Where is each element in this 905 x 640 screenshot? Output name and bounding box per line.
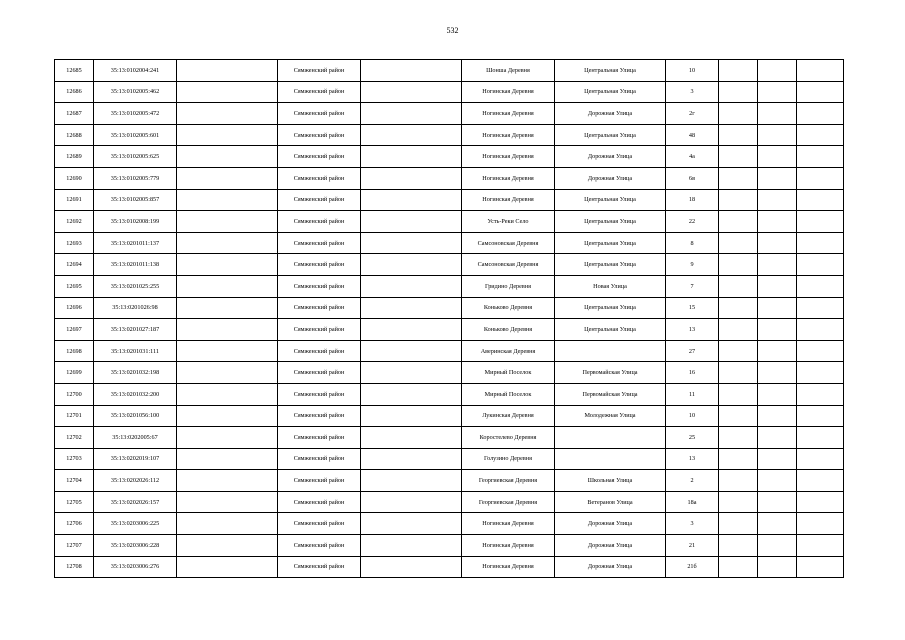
empty-cell xyxy=(758,448,797,470)
empty-cell xyxy=(797,81,844,103)
street-cell: Ветеранов Улица xyxy=(555,491,666,513)
empty-cell xyxy=(361,124,462,146)
settlement-cell: Ногинская Деревня xyxy=(462,556,555,578)
empty-cell xyxy=(719,146,758,168)
cadastral-number-cell: 35:13:0203006:228 xyxy=(94,535,177,557)
empty-cell xyxy=(797,513,844,535)
empty-cell xyxy=(797,167,844,189)
row-number-cell: 12698 xyxy=(55,340,94,362)
street-cell: Дорожная Улица xyxy=(555,103,666,125)
district-cell: Сямженский район xyxy=(278,297,361,319)
table-row xyxy=(55,383,844,405)
empty-cell xyxy=(361,319,462,341)
row-number-cell: 12708 xyxy=(55,556,94,578)
cadastral-number-cell: 35:13:0202026:157 xyxy=(94,491,177,513)
table-row xyxy=(55,556,844,578)
empty-cell xyxy=(797,189,844,211)
cadastral-number-cell: 35:13:0102004:241 xyxy=(94,60,177,82)
street-cell: Первомайская Улица xyxy=(555,362,666,384)
street-cell: Дорожная Улица xyxy=(555,513,666,535)
empty-cell xyxy=(797,60,844,82)
house-number-cell: 4а xyxy=(666,146,719,168)
district-cell: Сямженский район xyxy=(278,319,361,341)
district-cell: Сямженский район xyxy=(278,124,361,146)
empty-cell xyxy=(719,167,758,189)
empty-cell xyxy=(797,297,844,319)
empty-cell xyxy=(797,211,844,233)
empty-cell xyxy=(797,405,844,427)
table-row xyxy=(55,81,844,103)
settlement-cell: Гридино Деревня xyxy=(462,275,555,297)
settlement-cell: Мирный Поселок xyxy=(462,383,555,405)
district-cell: Сямженский район xyxy=(278,189,361,211)
empty-cell xyxy=(177,405,278,427)
settlement-cell: Самсоновская Деревня xyxy=(462,232,555,254)
street-cell: Центральная Улица xyxy=(555,211,666,233)
empty-cell xyxy=(177,103,278,125)
empty-cell xyxy=(719,103,758,125)
cadastral-number-cell: 35:13:0102008:199 xyxy=(94,211,177,233)
row-number-cell: 12689 xyxy=(55,146,94,168)
empty-cell xyxy=(361,81,462,103)
empty-cell xyxy=(797,103,844,125)
district-cell: Сямженский район xyxy=(278,146,361,168)
table-row xyxy=(55,513,844,535)
street-cell: Дорожная Улица xyxy=(555,535,666,557)
empty-cell xyxy=(361,427,462,449)
empty-cell xyxy=(719,513,758,535)
empty-cell xyxy=(177,448,278,470)
empty-cell xyxy=(177,470,278,492)
cadastral-number-cell: 35:13:0201032:200 xyxy=(94,383,177,405)
house-number-cell: 3 xyxy=(666,513,719,535)
street-cell xyxy=(555,340,666,362)
table-row xyxy=(55,232,844,254)
table-row xyxy=(55,427,844,449)
district-cell: Сямженский район xyxy=(278,448,361,470)
district-cell: Сямженский район xyxy=(278,103,361,125)
cadastral-number-cell: 35:13:0201011:137 xyxy=(94,232,177,254)
empty-cell xyxy=(361,254,462,276)
house-number-cell: 15 xyxy=(666,297,719,319)
cadastral-number-cell: 35:13:0202026:112 xyxy=(94,470,177,492)
house-number-cell: 13 xyxy=(666,448,719,470)
house-number-cell: 11 xyxy=(666,383,719,405)
settlement-cell: Георгиевская Деревня xyxy=(462,470,555,492)
table-row xyxy=(55,405,844,427)
empty-cell xyxy=(797,146,844,168)
house-number-cell: 2 xyxy=(666,470,719,492)
cadastral-number-cell: 35:13:0201032:198 xyxy=(94,362,177,384)
settlement-cell: Ногинская Деревня xyxy=(462,124,555,146)
street-cell: Молодежная Улица xyxy=(555,405,666,427)
settlement-cell: Ногинская Деревня xyxy=(462,103,555,125)
empty-cell xyxy=(361,189,462,211)
settlement-cell: Усть-Реки Село xyxy=(462,211,555,233)
street-cell: Дорожная Улица xyxy=(555,556,666,578)
empty-cell xyxy=(719,362,758,384)
empty-cell xyxy=(758,275,797,297)
cadastral-number-cell: 35:13:0102005:472 xyxy=(94,103,177,125)
empty-cell xyxy=(719,189,758,211)
settlement-cell: Лукинская Деревня xyxy=(462,405,555,427)
cadastral-number-cell: 35:13:0201056:100 xyxy=(94,405,177,427)
cadastral-number-cell: 35:13:0102005:462 xyxy=(94,81,177,103)
house-number-cell: 8 xyxy=(666,232,719,254)
district-cell: Сямженский район xyxy=(278,167,361,189)
district-cell: Сямженский район xyxy=(278,470,361,492)
table-row xyxy=(55,146,844,168)
empty-cell xyxy=(177,211,278,233)
settlement-cell: Ногинская Деревня xyxy=(462,146,555,168)
empty-cell xyxy=(361,535,462,557)
empty-cell xyxy=(797,254,844,276)
empty-cell xyxy=(797,491,844,513)
street-cell: Дорожная Улица xyxy=(555,167,666,189)
empty-cell xyxy=(758,427,797,449)
empty-cell xyxy=(177,297,278,319)
house-number-cell: 10 xyxy=(666,60,719,82)
empty-cell xyxy=(719,556,758,578)
empty-cell xyxy=(361,232,462,254)
house-number-cell: 25 xyxy=(666,427,719,449)
empty-cell xyxy=(177,167,278,189)
row-number-cell: 12704 xyxy=(55,470,94,492)
empty-cell xyxy=(758,189,797,211)
empty-cell xyxy=(758,211,797,233)
row-number-cell: 12703 xyxy=(55,448,94,470)
district-cell: Сямженский район xyxy=(278,427,361,449)
empty-cell xyxy=(177,81,278,103)
district-cell: Сямженский район xyxy=(278,60,361,82)
empty-cell xyxy=(177,362,278,384)
table-row xyxy=(55,275,844,297)
cadastral-number-cell: 35:13:0102005:601 xyxy=(94,124,177,146)
empty-cell xyxy=(758,535,797,557)
empty-cell xyxy=(177,319,278,341)
street-cell xyxy=(555,448,666,470)
empty-cell xyxy=(361,556,462,578)
settlement-cell: Георгиевская Деревня xyxy=(462,491,555,513)
empty-cell xyxy=(719,405,758,427)
row-number-cell: 12701 xyxy=(55,405,94,427)
house-number-cell: 27 xyxy=(666,340,719,362)
settlement-cell: Мирный Поселок xyxy=(462,362,555,384)
empty-cell xyxy=(719,535,758,557)
empty-cell xyxy=(797,340,844,362)
empty-cell xyxy=(758,513,797,535)
row-number-cell: 12693 xyxy=(55,232,94,254)
house-number-cell: 3 xyxy=(666,81,719,103)
row-number-cell: 12686 xyxy=(55,81,94,103)
house-number-cell: 7 xyxy=(666,275,719,297)
house-number-cell: 21 xyxy=(666,535,719,557)
row-number-cell: 12685 xyxy=(55,60,94,82)
cadastral-number-cell: 35:13:0201026:98 xyxy=(94,297,177,319)
empty-cell xyxy=(719,470,758,492)
empty-cell xyxy=(797,535,844,557)
cadastral-number-cell: 35:13:0201011:138 xyxy=(94,254,177,276)
cadastral-number-cell: 35:13:0102005:779 xyxy=(94,167,177,189)
empty-cell xyxy=(361,297,462,319)
empty-cell xyxy=(719,383,758,405)
house-number-cell: 48 xyxy=(666,124,719,146)
row-number-cell: 12695 xyxy=(55,275,94,297)
table-row xyxy=(55,340,844,362)
empty-cell xyxy=(361,491,462,513)
empty-cell xyxy=(797,124,844,146)
row-number-cell: 12687 xyxy=(55,103,94,125)
empty-cell xyxy=(361,146,462,168)
empty-cell xyxy=(177,427,278,449)
house-number-cell: 16 xyxy=(666,362,719,384)
empty-cell xyxy=(361,470,462,492)
empty-cell xyxy=(361,167,462,189)
row-number-cell: 12700 xyxy=(55,383,94,405)
cadastral-number-cell: 35:13:0203006:225 xyxy=(94,513,177,535)
empty-cell xyxy=(361,340,462,362)
property-register-table xyxy=(54,59,844,578)
empty-cell xyxy=(177,232,278,254)
table-row xyxy=(55,103,844,125)
table-row xyxy=(55,297,844,319)
table-row xyxy=(55,448,844,470)
empty-cell xyxy=(797,448,844,470)
house-number-cell: 6в xyxy=(666,167,719,189)
district-cell: Сямженский район xyxy=(278,275,361,297)
empty-cell xyxy=(361,362,462,384)
empty-cell xyxy=(361,211,462,233)
empty-cell xyxy=(361,103,462,125)
district-cell: Сямженский район xyxy=(278,405,361,427)
district-cell: Сямженский район xyxy=(278,383,361,405)
district-cell: Сямженский район xyxy=(278,340,361,362)
row-number-cell: 12692 xyxy=(55,211,94,233)
house-number-cell: 21б xyxy=(666,556,719,578)
empty-cell xyxy=(758,60,797,82)
empty-cell xyxy=(177,340,278,362)
table-row xyxy=(55,491,844,513)
settlement-cell: Ногинская Деревня xyxy=(462,189,555,211)
empty-cell xyxy=(177,535,278,557)
district-cell: Сямженский район xyxy=(278,556,361,578)
empty-cell xyxy=(177,556,278,578)
empty-cell xyxy=(177,254,278,276)
empty-cell xyxy=(758,167,797,189)
street-cell: Центральная Улица xyxy=(555,189,666,211)
house-number-cell: 22 xyxy=(666,211,719,233)
empty-cell xyxy=(719,297,758,319)
row-number-cell: 12707 xyxy=(55,535,94,557)
district-cell: Сямженский район xyxy=(278,232,361,254)
settlement-cell: Ногинская Деревня xyxy=(462,81,555,103)
empty-cell xyxy=(177,491,278,513)
empty-cell xyxy=(177,513,278,535)
row-number-cell: 12696 xyxy=(55,297,94,319)
row-number-cell: 12690 xyxy=(55,167,94,189)
cadastral-number-cell: 35:13:0201027:187 xyxy=(94,319,177,341)
settlement-cell: Шонша Деревня xyxy=(462,60,555,82)
empty-cell xyxy=(758,297,797,319)
district-cell: Сямженский район xyxy=(278,513,361,535)
empty-cell xyxy=(797,383,844,405)
settlement-cell: Ногинская Деревня xyxy=(462,167,555,189)
empty-cell xyxy=(719,81,758,103)
settlement-cell: Ногинская Деревня xyxy=(462,513,555,535)
empty-cell xyxy=(758,556,797,578)
empty-cell xyxy=(758,470,797,492)
row-number-cell: 12697 xyxy=(55,319,94,341)
table-row xyxy=(55,60,844,82)
empty-cell xyxy=(758,103,797,125)
empty-cell xyxy=(758,405,797,427)
empty-cell xyxy=(758,340,797,362)
empty-cell xyxy=(797,232,844,254)
street-cell: Центральная Улица xyxy=(555,81,666,103)
empty-cell xyxy=(758,146,797,168)
settlement-cell: Самсоновская Деревня xyxy=(462,254,555,276)
empty-cell xyxy=(719,60,758,82)
street-cell xyxy=(555,427,666,449)
cadastral-number-cell: 35:13:0202005:67 xyxy=(94,427,177,449)
row-number-cell: 12691 xyxy=(55,189,94,211)
empty-cell xyxy=(719,254,758,276)
settlement-cell: Голузино Деревня xyxy=(462,448,555,470)
table-row xyxy=(55,167,844,189)
empty-cell xyxy=(719,211,758,233)
table-row xyxy=(55,470,844,492)
table-row xyxy=(55,189,844,211)
cadastral-number-cell: 35:13:0201025:255 xyxy=(94,275,177,297)
district-cell: Сямженский район xyxy=(278,362,361,384)
empty-cell xyxy=(797,470,844,492)
empty-cell xyxy=(758,232,797,254)
house-number-cell: 13 xyxy=(666,319,719,341)
empty-cell xyxy=(719,124,758,146)
settlement-cell: Коростелево Деревня xyxy=(462,427,555,449)
empty-cell xyxy=(719,448,758,470)
empty-cell xyxy=(177,146,278,168)
district-cell: Сямженский район xyxy=(278,254,361,276)
page-number: 532 xyxy=(446,26,459,35)
empty-cell xyxy=(797,362,844,384)
house-number-cell: 10 xyxy=(666,405,719,427)
street-cell: Центральная Улица xyxy=(555,254,666,276)
empty-cell xyxy=(758,362,797,384)
street-cell: Дорожная Улица xyxy=(555,146,666,168)
empty-cell xyxy=(361,275,462,297)
row-number-cell: 12702 xyxy=(55,427,94,449)
street-cell: Центральная Улица xyxy=(555,124,666,146)
street-cell: Центральная Улица xyxy=(555,297,666,319)
table-row xyxy=(55,319,844,341)
empty-cell xyxy=(758,81,797,103)
street-cell: Центральная Улица xyxy=(555,232,666,254)
table-body xyxy=(55,60,844,578)
house-number-cell: 18 xyxy=(666,189,719,211)
settlement-cell: Коньково Деревня xyxy=(462,319,555,341)
empty-cell xyxy=(758,124,797,146)
empty-cell xyxy=(719,491,758,513)
street-cell: Центральная Улица xyxy=(555,319,666,341)
row-number-cell: 12706 xyxy=(55,513,94,535)
empty-cell xyxy=(361,383,462,405)
empty-cell xyxy=(758,319,797,341)
row-number-cell: 12699 xyxy=(55,362,94,384)
settlement-cell: Коньково Деревня xyxy=(462,297,555,319)
empty-cell xyxy=(797,556,844,578)
street-cell: Новая Улица xyxy=(555,275,666,297)
empty-cell xyxy=(719,340,758,362)
empty-cell xyxy=(361,448,462,470)
empty-cell xyxy=(758,254,797,276)
empty-cell xyxy=(177,124,278,146)
table-row xyxy=(55,211,844,233)
empty-cell xyxy=(361,405,462,427)
empty-cell xyxy=(758,383,797,405)
row-number-cell: 12694 xyxy=(55,254,94,276)
cadastral-number-cell: 35:13:0102005:857 xyxy=(94,189,177,211)
street-cell: Центральная Улица xyxy=(555,60,666,82)
street-cell: Школьная Улица xyxy=(555,470,666,492)
empty-cell xyxy=(361,60,462,82)
district-cell: Сямженский район xyxy=(278,81,361,103)
settlement-cell: Аверинская Деревня xyxy=(462,340,555,362)
empty-cell xyxy=(758,491,797,513)
table-row xyxy=(55,124,844,146)
empty-cell xyxy=(719,427,758,449)
house-number-cell: 18а xyxy=(666,491,719,513)
empty-cell xyxy=(361,513,462,535)
empty-cell xyxy=(177,60,278,82)
cadastral-number-cell: 35:13:0102005:625 xyxy=(94,146,177,168)
cadastral-number-cell: 35:13:0202019:107 xyxy=(94,448,177,470)
empty-cell xyxy=(797,275,844,297)
row-number-cell: 12688 xyxy=(55,124,94,146)
district-cell: Сямженский район xyxy=(278,491,361,513)
empty-cell xyxy=(719,319,758,341)
house-number-cell: 9 xyxy=(666,254,719,276)
settlement-cell: Ногинская Деревня xyxy=(462,535,555,557)
street-cell: Первомайская Улица xyxy=(555,383,666,405)
table-row xyxy=(55,362,844,384)
empty-cell xyxy=(719,232,758,254)
empty-cell xyxy=(719,275,758,297)
empty-cell xyxy=(797,427,844,449)
empty-cell xyxy=(177,189,278,211)
cadastral-number-cell: 35:13:0201031:111 xyxy=(94,340,177,362)
empty-cell xyxy=(177,275,278,297)
cadastral-number-cell: 35:13:0203006:276 xyxy=(94,556,177,578)
empty-cell xyxy=(177,383,278,405)
empty-cell xyxy=(797,319,844,341)
district-cell: Сямженский район xyxy=(278,535,361,557)
table-row xyxy=(55,535,844,557)
district-cell: Сямженский район xyxy=(278,211,361,233)
table-row xyxy=(55,254,844,276)
house-number-cell: 2г xyxy=(666,103,719,125)
row-number-cell: 12705 xyxy=(55,491,94,513)
